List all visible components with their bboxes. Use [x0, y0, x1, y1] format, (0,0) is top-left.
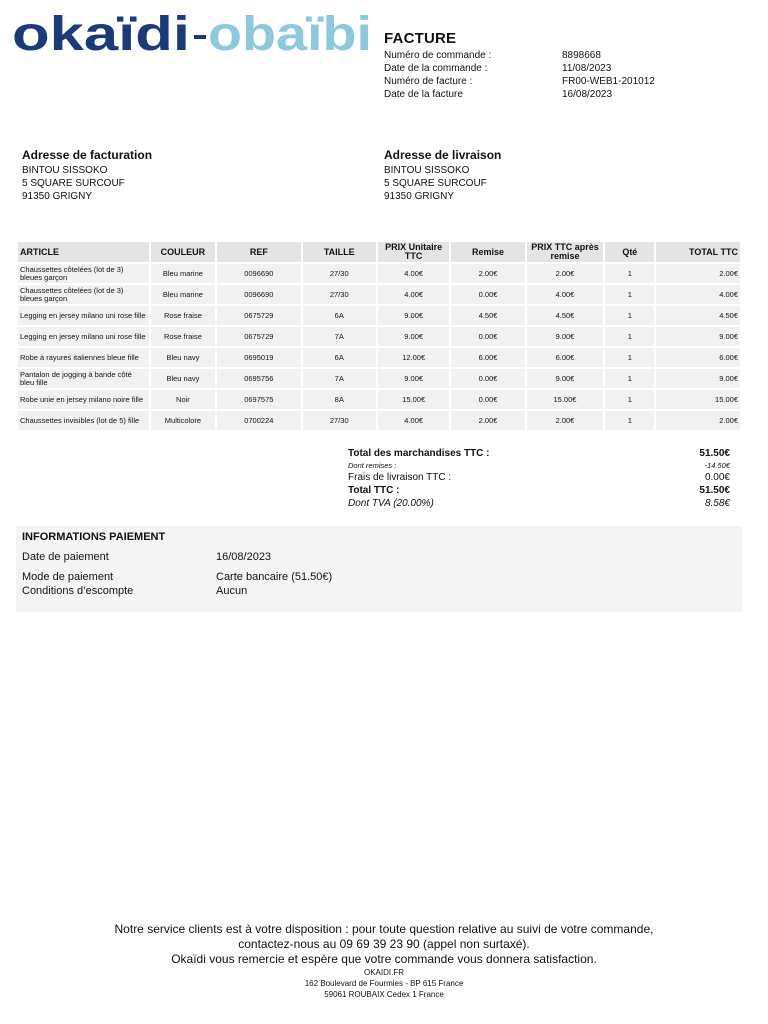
table-row [18, 306, 740, 325]
cell-quantity: 1 [605, 369, 654, 388]
cell-discount: 6.00€ [451, 348, 524, 367]
brand-logo [12, 8, 374, 58]
meta-value: 16/08/2023 [562, 89, 613, 100]
cell-total: 15.00€ [656, 390, 740, 409]
cell-discount: 0.00€ [451, 390, 524, 409]
cell-size: 27/30 [303, 264, 376, 283]
header-unit-price: PRIX Unitaire TTC [378, 242, 449, 262]
cell-discount: 2.00€ [451, 264, 524, 283]
cell-price-after-discount: 6.00€ [527, 348, 603, 367]
cell-price-after-discount: 9.00€ [527, 369, 603, 388]
table-row [18, 285, 740, 304]
meta-value: 8898668 [562, 50, 601, 61]
shipping-value: 0.00€ [704, 472, 730, 483]
meta-label: Date de la commande : [384, 63, 488, 74]
cell-unit-price: 9.00€ [378, 369, 449, 388]
cell-size: 6A [303, 306, 376, 325]
payment-terms-value: Aucun [216, 585, 248, 597]
header-size: TAILLE [303, 242, 376, 262]
footer [0, 922, 768, 1000]
footer-line: Notre service clients est à votre disposition : pour toute question relative au suivi de votre commande, [114, 922, 654, 936]
payment-date-label: Date de paiement [22, 551, 109, 563]
cell-color: Bleu marine [151, 285, 215, 304]
cell-quantity: 1 [605, 306, 654, 325]
delivery-line: 91350 GRIGNY [384, 191, 455, 202]
cell-article: Pantalon de jogging à bande côté bleu fille [18, 369, 149, 388]
svg-text:okaïdi: okaïdi [12, 8, 191, 58]
cell-ref: 0700224 [217, 411, 300, 430]
total-ttc-label: Total TTC : [348, 485, 400, 496]
cell-ref: 0675729 [217, 306, 300, 325]
cell-size: 7A [303, 327, 376, 346]
cell-total: 4.00€ [656, 285, 740, 304]
total-merch-label: Total des marchandises TTC : [348, 448, 490, 459]
cell-total: 2.00€ [656, 264, 740, 283]
cell-color: Bleu marine [151, 264, 215, 283]
cell-unit-price: 15.00€ [378, 390, 449, 409]
payment-mode-value: Carte bancaire (51.50€) [216, 571, 333, 583]
cell-quantity: 1 [605, 264, 654, 283]
payment-terms-row [22, 585, 247, 597]
meta-label: Date de la facture [384, 89, 463, 100]
cell-ref: 0675729 [217, 327, 300, 346]
header-quantity: Qté [605, 242, 654, 262]
footer-website: OKAIDI.FR [363, 968, 404, 977]
footer-address-line: 162 Boulevard de Fourmies - BP 615 France [304, 979, 464, 988]
total-ttc-value: 51.50€ [699, 485, 730, 496]
cell-price-after-discount: 4.00€ [527, 285, 603, 304]
payment-mode-label: Mode de paiement [22, 571, 114, 583]
tva-value: 8.58€ [704, 498, 730, 509]
delivery-line: 5 SQUARE SURCOUF [384, 178, 487, 189]
totals-block [348, 447, 730, 510]
payment-date-row [22, 551, 271, 563]
payment-title: INFORMATIONS PAIEMENT [22, 531, 166, 543]
cell-quantity: 1 [605, 327, 654, 346]
delivery-line: BINTOU SISSOKO [384, 165, 470, 176]
cell-total: 2.00€ [656, 411, 740, 430]
cell-article: Robe à rayures italiennes bleue fille [18, 348, 149, 367]
invoice-header [384, 30, 754, 101]
table-header-row [18, 242, 740, 262]
header-article: ARTICLE [18, 242, 149, 262]
meta-value: FR00-WEB1-201012 [562, 76, 655, 87]
discount-label: Dont remises : [348, 461, 397, 470]
cell-color: Rose fraise [151, 327, 215, 346]
cell-unit-price: 9.00€ [378, 306, 449, 325]
cell-ref: 0695019 [217, 348, 300, 367]
header-discount: Remise [451, 242, 524, 262]
billing-address [22, 148, 322, 203]
tva-row [348, 497, 730, 510]
cell-price-after-discount: 2.00€ [527, 411, 603, 430]
cell-price-after-discount: 15.00€ [527, 390, 603, 409]
meta-label: Numéro de commande : [384, 50, 492, 61]
payment-date-value: 16/08/2023 [216, 551, 272, 563]
table-row [18, 348, 740, 367]
header-color: COULEUR [151, 242, 215, 262]
total-ttc-row [348, 484, 730, 497]
cell-color: Multicolore [151, 411, 215, 430]
cell-total: 4.50€ [656, 306, 740, 325]
header-price-after-discount: PRIX TTC après remise [527, 242, 603, 262]
cell-size: 8A [303, 390, 376, 409]
meta-label: Numéro de facture : [384, 76, 473, 87]
billing-title: Adresse de facturation [22, 148, 153, 162]
footer-line: contactez-nous au 09 69 39 23 90 (appel non surtaxé). [238, 937, 530, 951]
tva-label: Dont TVA (20.00%) [348, 498, 434, 509]
payment-info [16, 526, 742, 612]
delivery-title: Adresse de livraison [384, 148, 502, 162]
total-merch-value: 51.50€ [699, 448, 730, 459]
billing-line: 91350 GRIGNY [22, 191, 93, 202]
meta-invoice-date [384, 88, 754, 101]
payment-mode-row [22, 571, 332, 583]
discount-value: -14.50€ [704, 461, 730, 470]
cell-size: 27/30 [303, 285, 376, 304]
footer-line: Okaïdi vous remercie et espère que votre commande vous donnera satisfaction. [171, 952, 597, 966]
meta-invoice-number [384, 75, 754, 88]
discount-row [348, 460, 730, 471]
shipping-row [348, 471, 730, 484]
cell-ref: 0096690 [217, 285, 300, 304]
footer-address-line: 59061 ROUBAIX Cedex 1 France [324, 990, 444, 999]
table-row [18, 264, 740, 283]
table-row [18, 411, 740, 430]
cell-unit-price: 4.00€ [378, 285, 449, 304]
cell-unit-price: 4.00€ [378, 411, 449, 430]
cell-article: Chaussettes côtelées (lot de 3) bleues garçon [18, 285, 149, 304]
invoice-title: FACTURE [384, 30, 457, 47]
header-ref: REF [217, 242, 300, 262]
items-table [16, 240, 742, 432]
billing-line: BINTOU SISSOKO [22, 165, 108, 176]
cell-quantity: 1 [605, 285, 654, 304]
cell-ref: 0695756 [217, 369, 300, 388]
header-total: TOTAL TTC [656, 242, 740, 262]
meta-order-date [384, 62, 754, 75]
cell-unit-price: 9.00€ [378, 327, 449, 346]
cell-discount: 4.50€ [451, 306, 524, 325]
cell-article: Robe unie en jersey milano noire fille [18, 390, 149, 409]
total-merch-row [348, 447, 730, 460]
cell-article: Chaussettes côtelées (lot de 3) bleues garçon [18, 264, 149, 283]
table-row [18, 369, 740, 388]
cell-article: Legging en jersey milano uni rose fille [18, 306, 149, 325]
cell-total: 9.00€ [656, 369, 740, 388]
cell-quantity: 1 [605, 390, 654, 409]
table-row [18, 390, 740, 409]
cell-price-after-discount: 2.00€ [527, 264, 603, 283]
cell-color: Rose fraise [151, 306, 215, 325]
cell-price-after-discount: 9.00€ [527, 327, 603, 346]
cell-unit-price: 12.00€ [378, 348, 449, 367]
table-row [18, 327, 740, 346]
cell-article: Legging en jersey milano uni rose fille [18, 327, 149, 346]
cell-size: 6A [303, 348, 376, 367]
cell-size: 27/30 [303, 411, 376, 430]
cell-discount: 0.00€ [451, 369, 524, 388]
cell-size: 7A [303, 369, 376, 388]
cell-ref: 0096690 [217, 264, 300, 283]
cell-total: 6.00€ [656, 348, 740, 367]
cell-discount: 2.00€ [451, 411, 524, 430]
cell-unit-price: 4.00€ [378, 264, 449, 283]
billing-line: 5 SQUARE SURCOUF [22, 178, 125, 189]
shipping-label: Frais de livraison TTC : [348, 472, 452, 483]
cell-quantity: 1 [605, 348, 654, 367]
cell-total: 9.00€ [656, 327, 740, 346]
cell-color: Noir [151, 390, 215, 409]
cell-quantity: 1 [605, 411, 654, 430]
meta-order-number [384, 49, 754, 62]
cell-color: Bleu navy [151, 369, 215, 388]
payment-terms-label: Conditions d’escompte [22, 585, 134, 597]
cell-ref: 0697575 [217, 390, 300, 409]
cell-discount: 0.00€ [451, 285, 524, 304]
cell-discount: 0.00€ [451, 327, 524, 346]
meta-value: 11/08/2023 [562, 63, 612, 74]
cell-article: Chaussettes invisibles (lot de 5) fille [18, 411, 149, 430]
svg-text:obaïbi: obaïbi [208, 8, 372, 58]
delivery-address [384, 148, 684, 203]
cell-color: Bleu navy [151, 348, 215, 367]
cell-price-after-discount: 4.50€ [527, 306, 603, 325]
